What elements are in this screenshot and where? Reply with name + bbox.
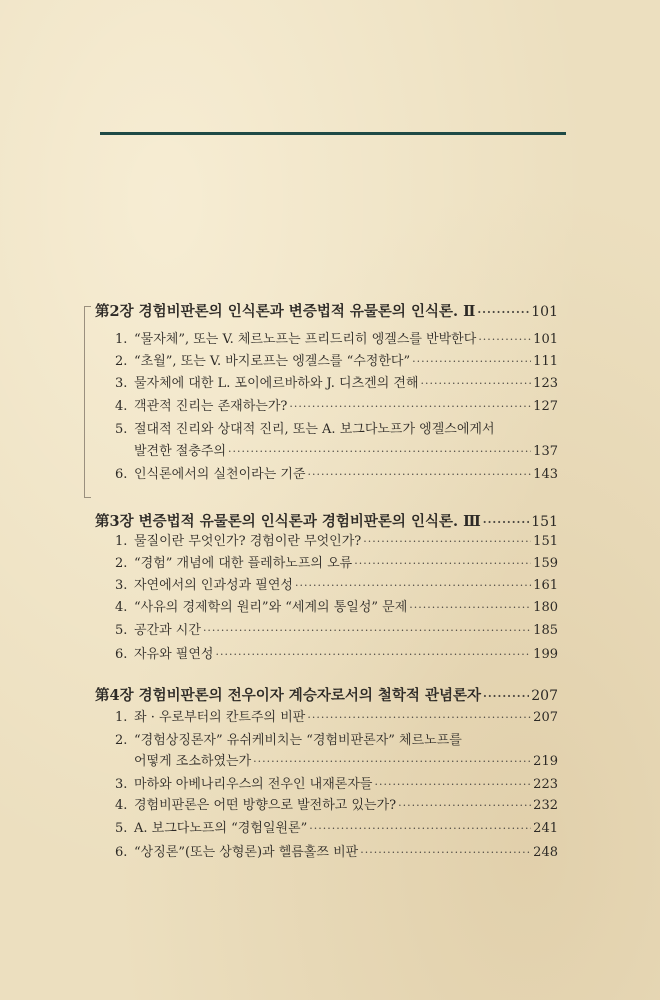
leader-dots [412, 352, 531, 372]
page-number: 248 [533, 845, 558, 860]
entry-title: A. 보그다노프의 “경험일원론” [134, 821, 308, 836]
entry-title: 자연에서의 인과성과 필연성 [134, 578, 293, 593]
chapter-title: 第2장 경험비판론의 인식론과 변증법적 유물론의 인식론. Ⅱ [95, 303, 476, 320]
entry-title: 공간과 시간 [134, 623, 201, 638]
leader-dots [483, 687, 529, 707]
chapter-heading[interactable] [95, 302, 558, 322]
entry-number: 6. [115, 467, 128, 482]
toc-entry[interactable] [115, 843, 558, 863]
leader-dots [374, 775, 531, 795]
entry-number: 5. [115, 623, 128, 638]
page-number: 232 [533, 798, 558, 813]
entry-number: 4. [115, 798, 128, 813]
page-number: 143 [533, 467, 558, 482]
entry-number: 4. [115, 399, 128, 414]
leader-dots [308, 465, 532, 485]
entry-title: 좌 · 우로부터의 칸트주의 비판 [134, 710, 306, 725]
toc-entry[interactable] [115, 420, 558, 440]
leader-dots [354, 554, 531, 574]
header-rule [100, 132, 566, 135]
page-number: 151 [531, 514, 558, 530]
leader-dots [421, 374, 532, 394]
leader-dots [360, 843, 531, 863]
toc-entry[interactable] [115, 532, 558, 552]
page-number: 199 [533, 647, 558, 662]
entry-title: “상징론”(또는 상형론)과 헬름홀쯔 비판 [134, 845, 359, 860]
entry-title: “물자체”, 또는 V. 체르노프는 프리드리히 엥겔스를 반박한다 [134, 332, 477, 347]
entry-number: 5. [115, 821, 128, 836]
entry-number: 5. [115, 422, 128, 437]
leader-dots [289, 397, 531, 417]
entry-title: “초월”, 또는 V. 바지로프는 엥겔스를 “수정한다” [134, 354, 411, 369]
entry-title: 마하와 아베나리우스의 전우인 내재론자들 [134, 777, 373, 792]
entry-number: 6. [115, 845, 128, 860]
toc-entry[interactable] [115, 576, 558, 596]
toc-entry[interactable] [115, 374, 558, 394]
toc-entry[interactable] [115, 775, 558, 795]
entry-title-continuation: 발견한 절충주의 [134, 444, 227, 459]
entry-title: “경험” 개념에 대한 플레하노프의 오류 [134, 556, 353, 571]
page-number: 101 [533, 332, 558, 347]
leader-dots [309, 819, 531, 839]
leader-dots [477, 303, 529, 323]
entry-title: 경험비판론은 어떤 방향으로 발전하고 있는가? [134, 798, 397, 813]
entry-number: 6. [115, 647, 128, 662]
entry-number: 2. [115, 733, 128, 748]
leader-dots [363, 532, 531, 552]
page-number: 207 [531, 688, 558, 704]
toc-entry[interactable] [115, 819, 558, 839]
toc-entry[interactable] [115, 397, 558, 417]
chapter-heading[interactable] [95, 512, 558, 532]
entry-title: 객관적 진리는 존재하는가? [134, 399, 288, 414]
entry-title: 물자체에 대한 L. 포이에르바하와 J. 디츠겐의 견해 [134, 376, 419, 391]
entry-title-continuation: 어떻게 조소하였는가 [134, 754, 252, 769]
entry-number: 4. [115, 600, 128, 615]
page-number: 111 [533, 354, 558, 369]
page-number: 161 [533, 578, 558, 593]
page-number: 101 [531, 304, 558, 320]
leader-dots [215, 645, 531, 665]
leader-dots [478, 330, 531, 350]
entry-number: 3. [115, 578, 128, 593]
chapter-title: 第3장 변증법적 유물론의 인식론과 경험비판론의 인식론. Ⅲ [95, 513, 481, 530]
page-number: 159 [533, 556, 558, 571]
toc-entry[interactable] [115, 731, 558, 751]
toc-entry[interactable] [115, 621, 558, 641]
chapter-heading[interactable] [95, 686, 558, 706]
toc-entry[interactable] [115, 554, 558, 574]
chapter-title: 第4장 경험비판론의 전우이자 계승자로서의 철학적 관념론자 [95, 687, 481, 704]
entry-number: 2. [115, 556, 128, 571]
entry-title: 절대적 진리와 상대적 진리, 또는 A. 보그다노프가 엥겔스에게서 [134, 422, 495, 437]
page-number: 219 [533, 754, 558, 769]
entry-number: 1. [115, 710, 128, 725]
entry-title: “경험상징론자” 유쉬케비치는 “경험비판론자” 체르노프를 [134, 733, 462, 748]
toc-entry[interactable] [115, 796, 558, 816]
page-number: 241 [533, 821, 558, 836]
page-number: 137 [533, 444, 558, 459]
leader-dots [409, 598, 531, 618]
margin-bracket [84, 306, 91, 498]
page-number: 127 [533, 399, 558, 414]
toc-entry[interactable] [115, 465, 558, 485]
page-number: 180 [533, 600, 558, 615]
page-number: 151 [533, 534, 558, 549]
leader-dots [203, 621, 531, 641]
leader-dots [307, 708, 531, 728]
toc-entry[interactable] [115, 352, 558, 372]
entry-number: 2. [115, 354, 128, 369]
toc-entry[interactable] [115, 330, 558, 350]
page-number: 185 [533, 623, 558, 638]
toc-entry-continuation[interactable] [134, 752, 558, 772]
page-number: 123 [533, 376, 558, 391]
entry-number: 1. [115, 534, 128, 549]
entry-title: “사유의 경제학의 원리”와 “세계의 통일성” 문제 [134, 600, 408, 615]
toc-entry[interactable] [115, 598, 558, 618]
page-number: 207 [533, 710, 558, 725]
leader-dots [228, 442, 531, 462]
entry-title: 인식론에서의 실천이라는 기준 [134, 467, 306, 482]
page-number: 223 [533, 777, 558, 792]
toc-entry[interactable] [115, 708, 558, 728]
entry-title: 자유와 필연성 [134, 647, 214, 662]
entry-number: 1. [115, 332, 128, 347]
leader-dots [253, 752, 531, 772]
leader-dots [398, 796, 531, 816]
entry-number: 3. [115, 376, 128, 391]
toc-entry[interactable] [115, 645, 558, 665]
entry-title: 물질이란 무엇인가? 경험이란 무엇인가? [134, 534, 362, 549]
entry-number: 3. [115, 777, 128, 792]
toc-entry-continuation[interactable] [134, 442, 558, 462]
leader-dots [295, 576, 531, 596]
leader-dots [483, 513, 530, 533]
